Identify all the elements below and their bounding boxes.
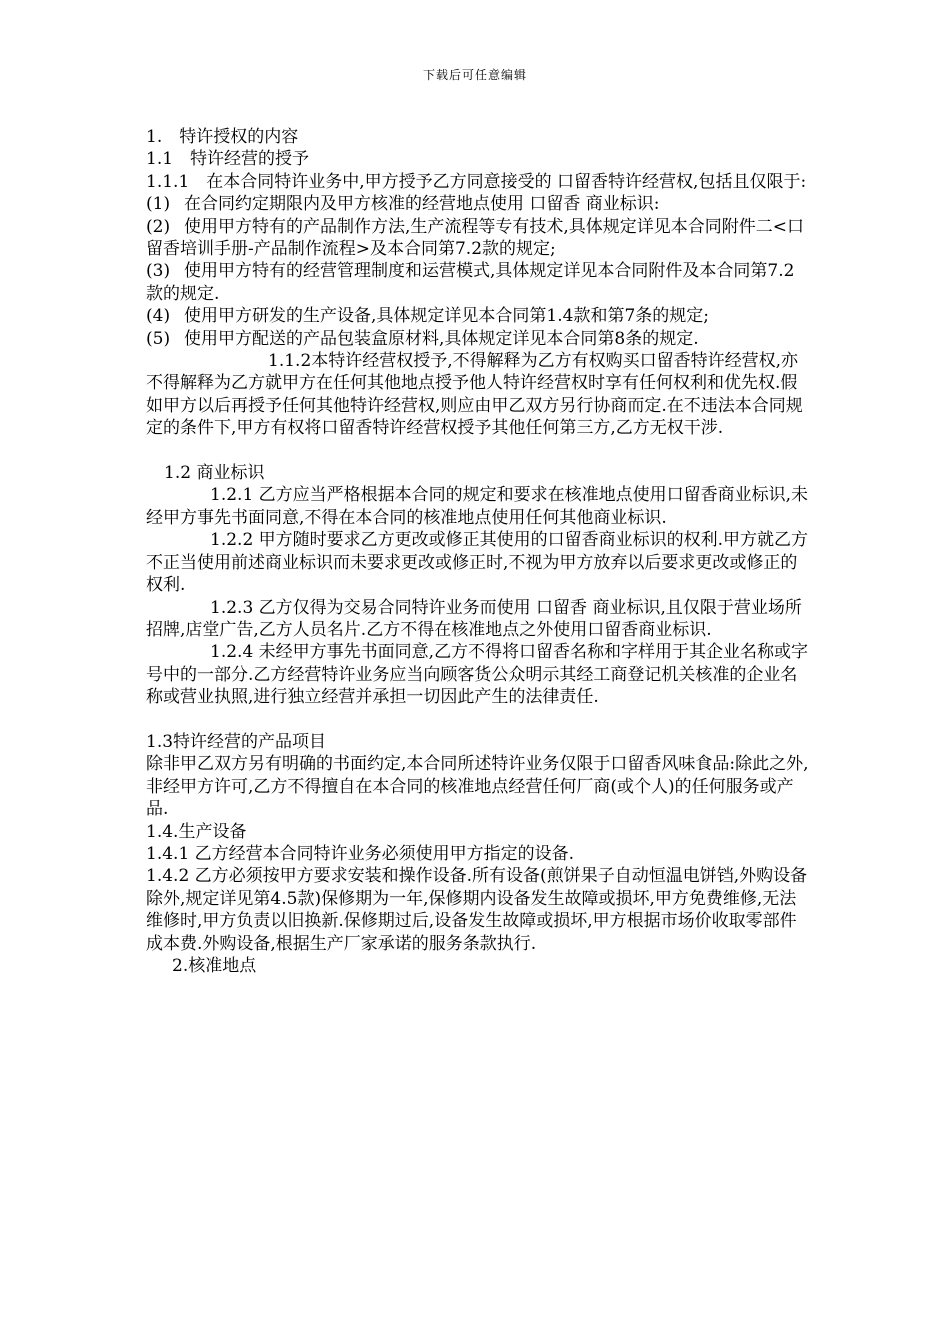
section-heading-1-1: 1.1 特许经营的授予 <box>146 149 310 170</box>
section-heading-1-3: 1.3特许经营的产品项目 <box>146 731 327 752</box>
clause-1-1-1: 1.1.1 在本合同特许业务中,甲方授予乙方同意接受的 口留香特许经营权,包括且仅限于: <box>146 171 807 192</box>
clause-1-4-2: 1.4.2 乙方必须按甲方要求安装和操作设备.所有设备(煎饼果子自动恒温电饼铛,外购设备除外,规定详见第4.5款)保修期为一年,保修期内设备发生故障或损坏,甲方免费维修,无法维修时,甲方负责以旧换新.保修期过后,设备发生故障或损坏,甲方根据市场价收取零部件成本费.外购设备,根据生产厂家承诺的服务条款执行. <box>146 866 808 954</box>
section-heading-1-4: 1.4.生产设备 <box>146 821 247 842</box>
section-heading-1: 1. 特许授权的内容 <box>146 127 299 147</box>
section-heading-2: 2.核准地点 <box>172 956 257 976</box>
list-item: (2) 使用甲方特有的产品制作方法,生产流程等专有技术,具体规定详见本合同附件二<口留香培训手册-产品制作流程>及本合同第7.2款的规定; <box>146 216 805 260</box>
clause-1-4-1: 1.4.1 乙方经营本合同特许业务必须使用甲方指定的设备. <box>146 843 575 864</box>
blank-line <box>146 440 810 462</box>
list-item: (1) 在合同约定期限内及甲方核准的经营地点使用 口留香 商业标识: <box>146 194 660 215</box>
clause-1-2-1: 1.2.1 乙方应当严格根据本合同的规定和要求在核准地点使用口留香商业标识,未经甲方事先书面同意,不得在本合同的核准地点使用任何其他商业标识. <box>146 485 809 528</box>
document-body <box>146 126 810 977</box>
section-heading-1-2: 1.2 商业标识 <box>164 463 265 484</box>
blank-line <box>146 709 810 731</box>
clause-1-1-2: 1.1.2本特许经营权授予,不得解释为乙方有权购买口留香特许经营权,亦不得解释为乙方就甲方在任何其他地点授予他人特许经营权时享有任何权利和优先权.假如甲方以后再授予任何其他特许经营权,则应由甲乙双方另行协商而定.在不违法本合同规定的条件下,甲方有权将口留香特许经营权授予其他任何第三方,乙方无权干涉. <box>146 351 803 439</box>
clause-1-3: 除非甲乙双方另有明确的书面约定,本合同所述特许业务仅限于口留香风味食品:除此之外,非经甲方许可,乙方不得擅自在本合同的核准地点经营任何厂商(或个人)的任何服务或产品. <box>146 754 809 820</box>
list-item: (5) 使用甲方配送的产品包装盒原材料,具体规定详见本合同第8条的规定. <box>146 328 699 349</box>
clause-1-2-4: 1.2.4 未经甲方事先书面同意,乙方不得将口留香名称和字样用于其企业名称或字号中的一部分.乙方经营特许业务应当向顾客货公众明示其经工商登记机关核准的企业名称或营业执照,进行独立经营并承担一切因此产生的法律责任. <box>146 642 809 708</box>
clause-1-2-2: 1.2.2 甲方随时要求乙方更改或修正其使用的口留香商业标识的权利.甲方就乙方不正当使用前述商业标识而未要求更改或修正时,不视为甲方放弃以后要求更改或修正的权利. <box>146 530 809 596</box>
clause-1-2-3: 1.2.3 乙方仅得为交易合同特许业务而使用 口留香 商业标识,且仅限于营业场所招牌,店堂广告,乙方人员名片.乙方不得在核准地点之外使用口留香商业标识. <box>146 597 802 640</box>
page-header-note: 下载后可任意编辑 <box>422 68 527 82</box>
list-item: (3) 使用甲方特有的经营管理制度和运营模式,具体规定详见本合同附件及本合同第7.2款的规定. <box>146 261 795 304</box>
list-item: (4) 使用甲方研发的生产设备,具体规定详见本合同第1.4款和第7条的规定; <box>146 306 709 327</box>
